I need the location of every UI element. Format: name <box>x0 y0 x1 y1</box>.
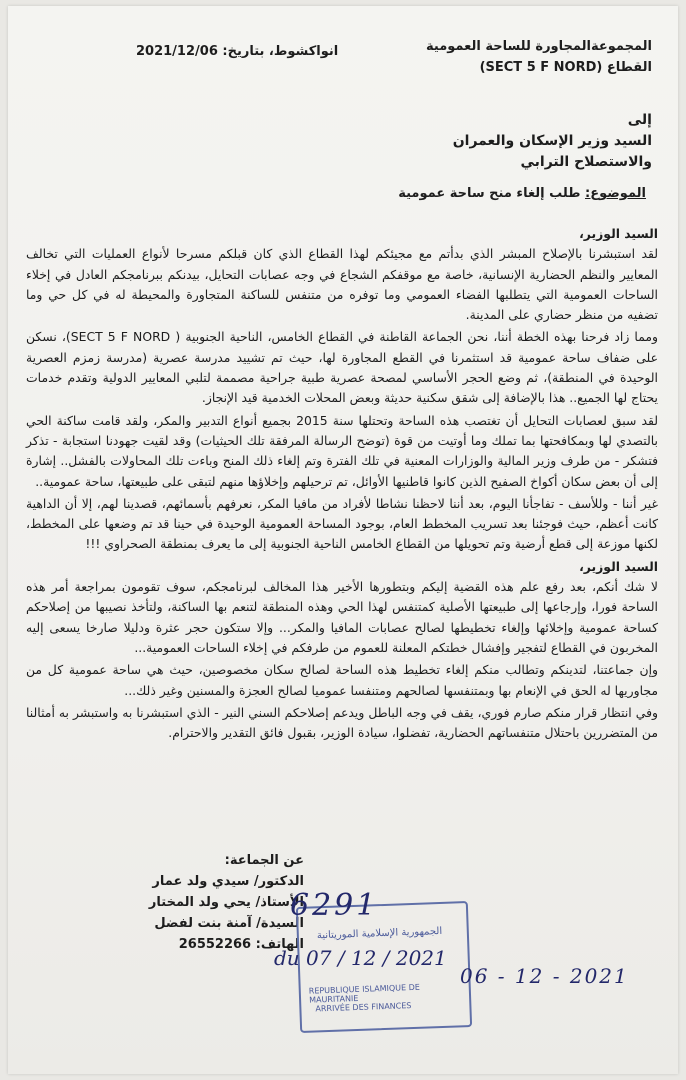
recipient-line2: والاستصلاح الترابي <box>520 154 652 170</box>
letter-body <box>26 224 658 745</box>
paragraph-5: لا شك أنكم، بعد رفع علم هذه القضية إليكم وبتطورها الأخير هذا المخالف لبرنامجكم، سوف تقومون بمراجعة أمر هذه الساحة فورا، وإرجاعها إلى طبيعتها الأصلية كمتنفس لهذا الحي وهذه المنطقة لتنعم بها الساكنة، ولتأخذ نصيبها من إصلاحكم كساحة عمومية وإخلائها وإلغاء تخطيطها لصالح عصابات المافيا والمكر... وإلا ستكون حجر عثرة ودليلا صارخا يسعى إليه المخربون في القطاع لتفجير وإفشال خطتكم المعلنة للعموم من طرفكم في إخلاء الساحات العمومية... <box>26 579 658 655</box>
sector-line: القطاع (SECT 5 F NORD) <box>479 60 652 75</box>
subject-label: الموضوع: <box>585 186 646 201</box>
signatory-2: الأستاذ/ يحي ولد المختار <box>148 895 304 910</box>
org-name: المجموعةالمجاورة للساحة العمومية <box>426 39 652 54</box>
place-date: انواكشوط، بتاريخ: 2021/12/06 <box>136 44 339 59</box>
phone-number: الهاتف: 26552266 <box>178 937 304 952</box>
paragraph-2: ومما زاد فرحنا بهذه الخطة أننا، نحن الجماعة القاطنة في القطاع الخامس، الناحية الجنوبية ( SECT 5 F NORD)، نسكن على ضفاف ساحة عمومية قد استثمرنا في القطع المجاورة لها، حيث تم تشييد مدرسة عصرية (مدرسة زمزم العصرية الوحيدة في المنطقة)، ثم وضع الحجر الأساسي لمصحة عصرية طبية جراحية مصممة لتلبي المعايير الدولية وتقدم خدمات يحتاج لها الجميع.. هذا بالإضافة إلى شقق سكنية حديثة وبعض المحلات الخدمية قيد الإنجاز. <box>26 329 658 406</box>
stamp-department-text: ARRIVÉE DES FINANCES <box>315 1001 412 1014</box>
stamp-french-text: REPUBLIQUE ISLAMIQUE DE MAURITANIE <box>308 982 421 1005</box>
handwritten-received-date: du 07 / 12 / 2021 <box>274 946 447 970</box>
salutation-1: السيد الوزير، <box>579 226 658 241</box>
signature-heading: عن الجماعة: <box>224 853 304 868</box>
handwritten-date: 06 - 12 - 2021 <box>460 964 629 988</box>
subject-text: طلب إلغاء منح ساحة عمومية <box>398 186 581 201</box>
paragraph-1: لقد استبشرنا بالإصلاح المبشر الذي بدأتم مع مجيئكم لهذا القطاع الذي كان قبلكم مسرحا لأنواع العمليات التي تخالف المعايير والنظم الحضارية الإنسانية، خاصة مع موقفكم الشجاع في وجه عصابات التحايل، بيدنكم ببرنامجكم العادل في إخلاء الساحات العمومية التي يتطلبها الفضاء العمومي وما توفره من متنفس للساكنة المتجاورة والمحيطة له في كل حي وما تضفيه من منظر حضاري على المدينة. <box>26 246 658 323</box>
recipient-to: إلى <box>627 112 652 128</box>
handwritten-registration-number: 6291 <box>290 888 379 923</box>
signature-block <box>44 850 304 955</box>
signatory-1: الدكتور/ سيدي ولد عمار <box>152 874 304 889</box>
subject-line <box>46 186 646 201</box>
letter-header <box>352 36 652 78</box>
paragraph-4: غير أننا - وللأسف - تفاجأنا اليوم، بعد أننا لاحظنا نشاطا لأفراد من مافيا المكر، نعرفهم بأسمائهم، قصدينا لهم، إلا أن الداهية كانت أعظم، حيث فوجئنا بعد تسريب المخطط العام، بوجود المساحة العمومية الوحيدة في حينا قد تم وضعها على المخطط، لكنها موزعة إلى قطع أرضية وتم تحويلها من القطاع الخامس الناحية الجنوبية إلى ما يعرف بمنطقة الصحراوي !!! <box>26 495 658 552</box>
recipient-line1: السيد وزير الإسكان والعمران <box>452 133 652 149</box>
salutation-2: السيد الوزير، <box>579 558 658 574</box>
recipient-block <box>232 110 652 173</box>
signatory-3: السيدة/ آمنة بنت لفضل <box>154 916 304 931</box>
letter-page <box>8 6 678 1074</box>
paragraph-3: لقد سبق لعصابات التحايل أن تغتصب هذه الساحة وتحتلها سنة 2015 بجميع أنواع التدبير والمكر، ولقد قامت ساكنة الحي بالتصدي لها وبمكافحتها بما تملك وما أوتيت من قوة (توضح الرسالة المرفقة تلك الحيثيات) وقد لقيت جهودنا استجابة - تذكر فتشكر - من طرف وزير المالية والوزارات المعنية في تلك الفترة وتم إلغاء ذلك المنح وباءت تلك المحاولات بالفشل.. إشارة إلى أن بعض سكان أكواخ الصفيح الذين كانوا قاطنيها الأوائل، تم ترحيلهم وإخلاؤها منهم لتبقى على طبيعتها، ساحة عمومية.. <box>26 412 659 489</box>
paragraph-6: وإن جماعتنا، لتدينكم وتطالب منكم إلغاء تخطيط هذه الساحة لصالح سكان مخصوصين، حيث هي ساحة عمومية كل من مجاوريها له الحق في الإنعام بها وبمتنفسها لصالحهم ومتنفسا عموميا لصالح العجزة والمسنين وغير ذلك... <box>26 662 658 698</box>
paragraph-7: وفي انتظار قرار منكم صارم فوري، يقف في وجه الباطل ويدعم إصلاحكم السني النير - الذي استبشرنا به واستبشر به أمثالنا من المتضررين باحتلال متنفساتهم الحضارية، تفضلوا، سيادة الوزير، بقبول فائق التقدير والاحترام. <box>26 704 658 741</box>
stamp-arabic-text: الجمهورية الإسلامية الموريتانية <box>316 925 443 942</box>
